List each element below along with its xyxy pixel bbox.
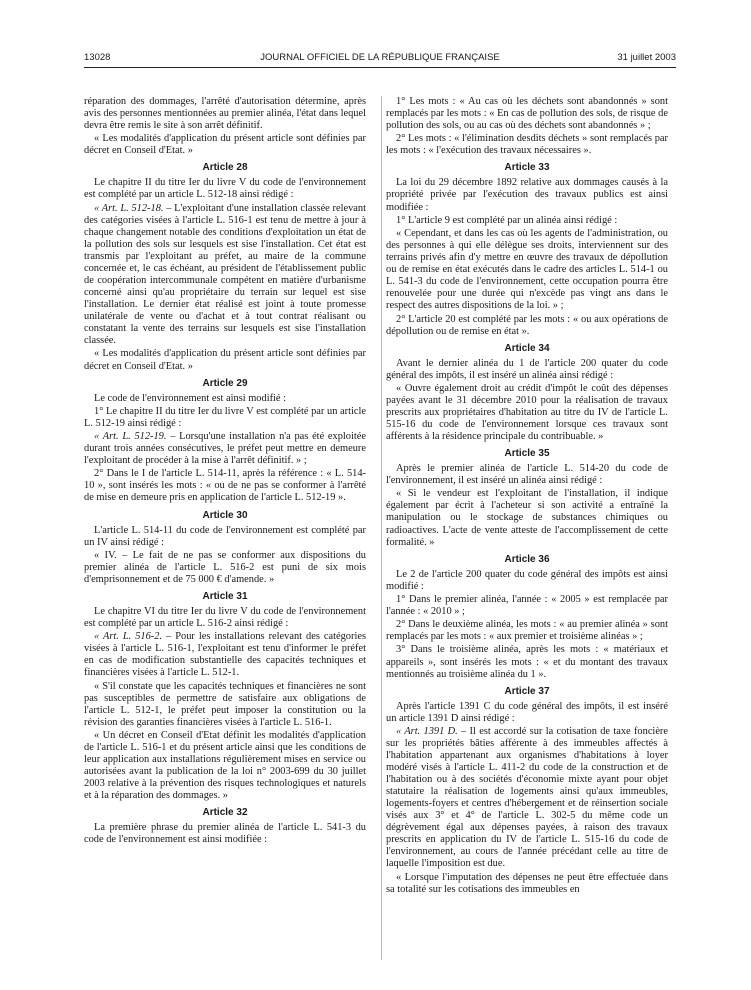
paragraph	[84, 631, 366, 679]
article-reference: « Art. 1391 D.	[396, 725, 458, 737]
paragraph: « Cependant, et dans les cas où les agents de l'administration, ou des personnes à qui elle délègue ses droits, interviennent sur des terrains privés afin d'y mettre en œuvre des travaux de dépollution ou de remise en état exécutés dans le cadre des articles L. 514-1 ou L. 541-3 du code de l'environnement, cette occupation pourra être renouvelée pour une durée qui n'excède pas vingt ans dans le respect des autres dispositions de la loi. » ;	[386, 227, 668, 312]
page-header	[84, 52, 676, 66]
paragraph	[84, 203, 366, 348]
article-heading: Article 28	[202, 162, 248, 174]
paragraph: La loi du 29 décembre 1892 relative aux dommages causés à la propriété privée par l'exécution des travaux publics est ainsi modifiée :	[386, 177, 668, 213]
paragraph: « IV. – Le fait de ne pas se conformer aux dispositions du premier alinéa de l'article L. 516-2 est puni de six mois d'emprisonnement et de 75 000 € d'amende. »	[84, 549, 366, 585]
paragraph: « Un décret en Conseil d'Etat définit les modalités d'application de l'article L. 516-1 et du présent article ainsi que les conditions de leur application aux installations régulièrement mises en service ou autorisées avant la publication de la loi n° 2003-699 du 30 juillet 2003 relative à la prévention des risques technologiques et naturels et à la réparation des dommages. »	[84, 729, 366, 802]
article-reference: « Art. L. 516-2.	[94, 631, 163, 643]
paragraph: 2° Dans le I de l'article L. 514-11, après la référence : « L. 514-10 », sont insérés les mots : « ou de ne pas se conformer à l'arrêté de mise en demeure pris en application de l'article L. 512-19 ».	[84, 468, 366, 504]
paragraph: 2° Les mots : « l'élimination desdits déchets » sont remplacés par les mots : « l'exécution des travaux nécessaires ».	[386, 133, 668, 157]
paragraph: « Ouvre également droit au crédit d'impôt le coût des dépenses payées avant le 31 décembre 2010 pour la réalisation de travaux prescrits aux propriétaires d'habitation au titre du IV de l'article L. 515-16 du code de l'environnement lorsque ces travaux sont afférents à la résidence principale du contribuable. »	[386, 382, 668, 443]
paragraph: Le chapitre II du titre Ier du livre V du code de l'environnement est complété par un article L. 512-18 ainsi rédigé :	[84, 177, 366, 201]
paragraph: « S'il constate que les capacités techniques et financières ne sont pas susceptibles de permettre de satisfaire aux obligations de l'article L. 512-1, le préfet peut imposer la constitution ou la révision des garanties financières visées à l'article L. 516-1.	[84, 680, 366, 728]
paragraph-text: – Pour les installations relevant des catégories visées à l'article L. 516-1, l'exploitant est tenu d'informer le préfet en cas de modification substantielle des capacités techniques et financières visées à l'article L. 512-1.	[84, 631, 366, 679]
paragraph: réparation des dommages, l'arrêté d'autorisation détermine, après avis des personnes mentionnées au premier alinéa, l'état dans lequel devra être remis le site à son arrêt définitif.	[84, 96, 366, 132]
article-heading: Article 35	[504, 448, 550, 460]
journal-title: JOURNAL OFFICIEL DE LA RÉPUBLIQUE FRANÇAISE	[260, 52, 500, 63]
article-heading: Article 32	[202, 807, 248, 819]
paragraph-text: – L'exploitant d'une installation classée relevant des catégories visées à l'article L. 516-1 est tenu de mettre à jour à chaque changement notable des conditions d'exploitation un état de la pollution des sols sur lesquels est sise l'installation. Cet état est transmis par l'exploitant au préfet, au maire de la commune concernée et, le cas échéant, au président de l'établissement public de coopération intercommunale compétent en matière d'urbanisme concerné ainsi qu'au propriétaire du terrain sur lequel est sise l'installation. Le dernier état réalisé est joint à toute promesse unilatérale de vente ou d'achat et à tout contrat réalisant ou constatant la vente des terrains sur lesquels est sise l'installation classée.	[84, 202, 366, 347]
paragraph: Le chapitre VI du titre Ier du livre V du code de l'environnement est complété par un article L. 516-2 ainsi rédigé :	[84, 605, 366, 629]
article-heading: Article 36	[504, 553, 550, 565]
article-reference: « Art. L. 512-18.	[94, 202, 164, 214]
article-heading: Article 29	[202, 377, 248, 389]
header-rule	[84, 67, 676, 68]
paragraph-text: – Lorsqu'une installation n'a pas été exploitée durant trois années consécutives, le préfet peut mettre en demeure l'exploitant de procéder à la mise à l'arrêt définitif. » ;	[84, 431, 366, 467]
column-divider	[381, 96, 382, 960]
left-column	[84, 96, 366, 960]
paragraph: « Lorsque l'imputation des dépenses ne peut être effectuée dans sa totalité sur les cotisations des immeubles en	[386, 871, 668, 895]
paragraph: 3° Dans le troisième alinéa, après les mots : « matériaux et appareils », sont insérés les mots : « et du montant des travaux mentionnés au troisième alinéa du 1 ».	[386, 644, 668, 680]
article-heading: Article 30	[202, 509, 248, 521]
paragraph: « Les modalités d'application du présent article sont définies par décret en Conseil d'Etat. »	[84, 133, 366, 157]
paragraph: 1° Le chapitre II du titre Ier du livre V est complété par un article L. 512-19 ainsi rédigé :	[84, 405, 366, 429]
paragraph	[386, 726, 668, 871]
article-reference: « Art. L. 512-19.	[94, 431, 167, 443]
article-heading: Article 33	[504, 162, 550, 174]
paragraph: Le 2 de l'article 200 quater du code général des impôts est ainsi modifié :	[386, 568, 668, 592]
paragraph: Après le premier alinéa de l'article L. 514-20 du code de l'environnement, il est inséré un alinéa ainsi rédigé :	[386, 463, 668, 487]
paragraph-text: – Il est accordé sur la cotisation de taxe foncière sur les propriétés bâties afférente à des immeubles affectés à l'habitation appartenant aux organismes d'habitations à loyer modéré visés à l'article L. 411-2 du code de la construction et de l'habitation ou à des sociétés d'économie mixte ayant pour objet statutaire la réalisation de logements ainsi qu'aux immeubles, logements-foyers et centres d'hébergement et de réinsertion sociale visés aux 3° et 4° de l'article L. 302-5 du même code un dégrèvement égal aux dépenses payées, à raison des travaux prescrits en application du IV de l'article L. 515-16 du code de l'environnement, au cours de l'année précédant celle au titre de laquelle l'imposition est due.	[386, 725, 668, 870]
paragraph: 2° Dans le deuxième alinéa, les mots : « au premier alinéa » sont remplacés par les mots : « aux premier et troisième alinéas » ;	[386, 619, 668, 643]
paragraph: 2° L'article 20 est complété par les mots : « ou aux opérations de dépollution ou de remise en état ».	[386, 313, 668, 337]
paragraph: 1° Les mots : « Au cas où les déchets sont abandonnés » sont remplacés par les mots : « En cas de pollution des sols, de risque de pollution des sols, ou au cas où des déchets sont abandonnés » ;	[386, 96, 668, 132]
page-number: 13028	[84, 52, 111, 63]
paragraph: 1° L'article 9 est complété par un alinéa ainsi rédigé :	[396, 214, 618, 226]
article-heading: Article 37	[504, 685, 550, 697]
paragraph: La première phrase du premier alinéa de l'article L. 541-3 du code de l'environnement est ainsi modifiée :	[84, 822, 366, 846]
article-heading: Article 34	[504, 342, 550, 354]
paragraph: Avant le dernier alinéa du 1 de l'article 200 quater du code général des impôts, il est inséré un alinéa ainsi rédigé :	[386, 357, 668, 381]
paragraph: « Si le vendeur est l'exploitant de l'installation, il indique également par écrit à l'acheteur si son activité a entraîné la manipulation ou le stockage de substances chimiques ou radioactives. L'acte de vente atteste de l'accomplissement de cette formalité. »	[386, 488, 668, 548]
paragraph: « Les modalités d'application du présent article sont définies par décret en Conseil d'Etat. »	[84, 348, 366, 372]
article-heading: Article 31	[202, 590, 248, 602]
paragraph: Le code de l'environnement est ainsi modifié :	[94, 392, 287, 404]
right-column	[386, 96, 668, 960]
publication-date: 31 juillet 2003	[617, 52, 676, 63]
paragraph	[84, 431, 366, 467]
paragraph: L'article L. 514-11 du code de l'environnement est complété par un IV ainsi rédigé :	[84, 524, 366, 548]
paragraph: Après l'article 1391 C du code général des impôts, il est inséré un article 1391 D ainsi rédigé :	[386, 700, 668, 724]
paragraph: 1° Dans le premier alinéa, l'année : « 2005 » est remplacée par l'année : « 2010 » ;	[386, 593, 668, 617]
